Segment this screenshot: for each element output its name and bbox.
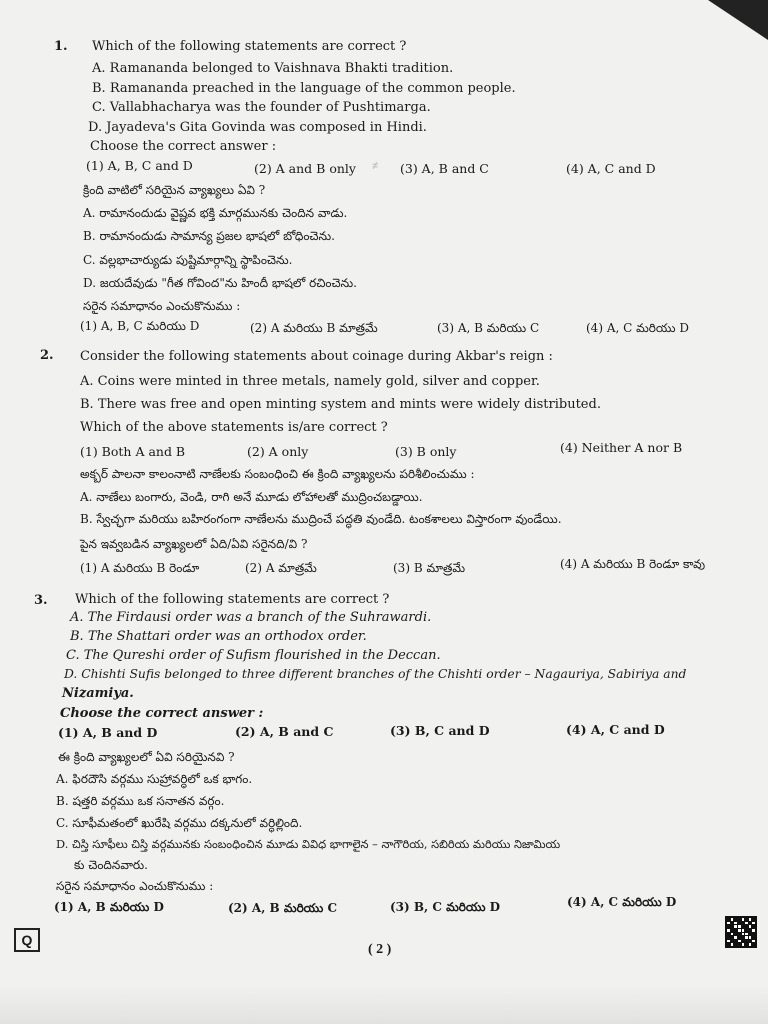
te-option-4[interactable]: (4) A మరియు B రెండూ కావు: [560, 557, 706, 571]
question-text: Which of the following statements are correct ?: [92, 39, 407, 54]
option-4[interactable]: (4) A, C and D: [566, 161, 656, 176]
option-1[interactable]: (1) Both A and B: [80, 444, 186, 459]
question-text: Which of the following statements are correct ?: [75, 592, 390, 607]
te-option-3[interactable]: (3) B, C మరియు D: [390, 900, 501, 914]
te-option-3[interactable]: (3) A, B మరియు C: [437, 321, 540, 335]
statement-a: A. Ramananda belonged to Vaishnava Bhakti tradition.: [92, 61, 454, 76]
statement-c: C. Vallabhacharya was the founder of Pushtimarga.: [92, 100, 431, 115]
te-option-2[interactable]: (2) A, B మరియు C: [228, 901, 337, 915]
option-4[interactable]: (4) Neither A nor B: [560, 440, 683, 455]
statement-d: D. Jayadeva's Gita Govinda was composed in Hindi.: [88, 120, 427, 135]
statement-d: D. Chishti Sufis belonged to three different branches of the Chishti order – Nagauriya, Sabiriya and: [64, 667, 687, 681]
statement-b: B. The Shattari order was an orthodox order.: [70, 629, 367, 644]
te-option-4[interactable]: (4) A, C మరియు D: [586, 321, 689, 335]
te-statement-c: C. వల్లభాచార్యుడు పుష్టిమార్గాన్ని స్థాపించెను.: [83, 253, 293, 267]
statement-a: A. The Firdausi order was a branch of the Suhrawardi.: [70, 610, 432, 625]
te-question-text: ఈ క్రింది వ్యాఖ్యలలో ఏవి సరియైనవి ?: [58, 750, 235, 764]
statement-a: A. Coins were minted in three metals, namely gold, silver and copper.: [80, 374, 540, 389]
te-choose-answer: సరైన సమాధానం ఎంచుకొనుము :: [83, 299, 241, 313]
te-question-text: క్రింది వాటిలో సరియైన వ్యాఖ్యలు ఏవి ?: [83, 183, 266, 197]
te-statement-a: A. నాణేలు బంగారు, వెండి, రాగి అనే మూడు లోహాలతో ముద్రించబడ్డాయి.: [80, 490, 423, 504]
option-1[interactable]: (1) A, B and D: [58, 725, 158, 740]
choose-answer: Which of the above statements is/are correct ?: [80, 420, 388, 435]
te-choose-answer: సరైన సమాధానం ఎంచుకొనుము :: [56, 879, 214, 893]
te-statement-c: C. సూఫీమతంలో ఖురేషి వర్గము దక్కనులో వర్ధిల్లింది.: [56, 816, 303, 830]
qr-code-icon: [725, 916, 757, 948]
statement-c: C. The Qureshi order of Sufism flourished in the Deccan.: [66, 648, 441, 663]
statement-b: B. There was free and open minting system and mints were widely distributed.: [80, 397, 601, 412]
te-statement-d: D. జయదేవుడు "గీత గోవింద"ను హిందీ భాషలో రచించెను.: [83, 276, 357, 290]
choose-answer: Choose the correct answer :: [60, 706, 264, 721]
question-number: 3.: [34, 593, 48, 608]
question-text: Consider the following statements about coinage during Akbar's reign :: [80, 349, 553, 364]
te-option-4[interactable]: (4) A, C మరియు D: [567, 895, 677, 909]
te-option-2[interactable]: (2) A మరియు B మాత్రమే: [250, 321, 378, 335]
statement-d-continued: Nizamiya.: [62, 686, 134, 701]
te-option-1[interactable]: (1) A, B, C మరియు D: [80, 319, 200, 333]
question-number: 1.: [54, 39, 68, 54]
te-statement-b: B. రామానందుడు సామాన్య ప్రజల భాషలో బోధించెను.: [83, 229, 335, 243]
option-1[interactable]: (1) A, B, C and D: [86, 158, 193, 173]
te-choose-answer: పైన ఇవ్వబడిన వ్యాఖ్యలలో ఏది/ఏవి సరైనది/వి ?: [80, 537, 308, 551]
te-statement-d-continued: కు చెందినవారు.: [74, 858, 148, 872]
option-2[interactable]: (2) A only: [247, 444, 309, 459]
paper-code-box: Q: [14, 928, 40, 952]
page-number: ( 2 ): [368, 942, 392, 957]
te-option-1[interactable]: (1) A, B మరియు D: [54, 900, 164, 914]
question-number: 2.: [40, 348, 54, 363]
te-statement-a: A. రామానందుడు వైష్ణవ భక్తి మార్గమునకు చెందిన వాడు.: [83, 206, 348, 220]
choose-answer: Choose the correct answer :: [90, 139, 277, 154]
page-corner-shadow: [708, 0, 768, 40]
te-option-3[interactable]: (3) B మాత్రమే: [393, 561, 466, 575]
te-question-text: అక్బర్ పాలనా కాలంనాటి నాణేలకు సంబంధించి ఈ క్రింది వ్యాఖ్యలను పరిశీలించుము :: [80, 467, 475, 481]
option-2[interactable]: (2) A, B and C: [235, 724, 334, 739]
te-option-2[interactable]: (2) A మాత్రమే: [245, 561, 317, 575]
center-watermark: ≠: [372, 160, 379, 172]
page-bottom-edge: [0, 984, 768, 1024]
te-statement-b: B. షత్తరి వర్గము ఒక సనాతన వర్గం.: [56, 794, 225, 808]
statement-b: B. Ramananda preached in the language of the common people.: [92, 81, 516, 96]
te-statement-a: A. ఫిరదౌసి వర్గము సుహ్రావర్ధిలో ఒక భాగం.: [56, 772, 253, 786]
option-3[interactable]: (3) A, B and C: [400, 161, 489, 176]
te-statement-b: B. స్వేచ్ఛగా మరియు బహిరంగంగా నాణేలను ముద్రించే పద్ధతి వుండేది. టంకశాలలు విస్తారంగా వుండేయి.: [80, 512, 562, 526]
option-3[interactable]: (3) B, C and D: [390, 723, 490, 738]
option-4[interactable]: (4) A, C and D: [566, 722, 665, 737]
option-3[interactable]: (3) B only: [395, 444, 457, 459]
te-option-1[interactable]: (1) A మరియు B రెండూ: [80, 561, 200, 575]
option-2[interactable]: (2) A and B only: [254, 161, 356, 176]
te-statement-d: D. చిస్తి సూఫీలు చిస్తి వర్గమునకు సంబంధించిన మూడు వివిధ భాగాలైన – నాగౌరియ, సబిరియ మరియు నిజామియ: [56, 837, 561, 851]
